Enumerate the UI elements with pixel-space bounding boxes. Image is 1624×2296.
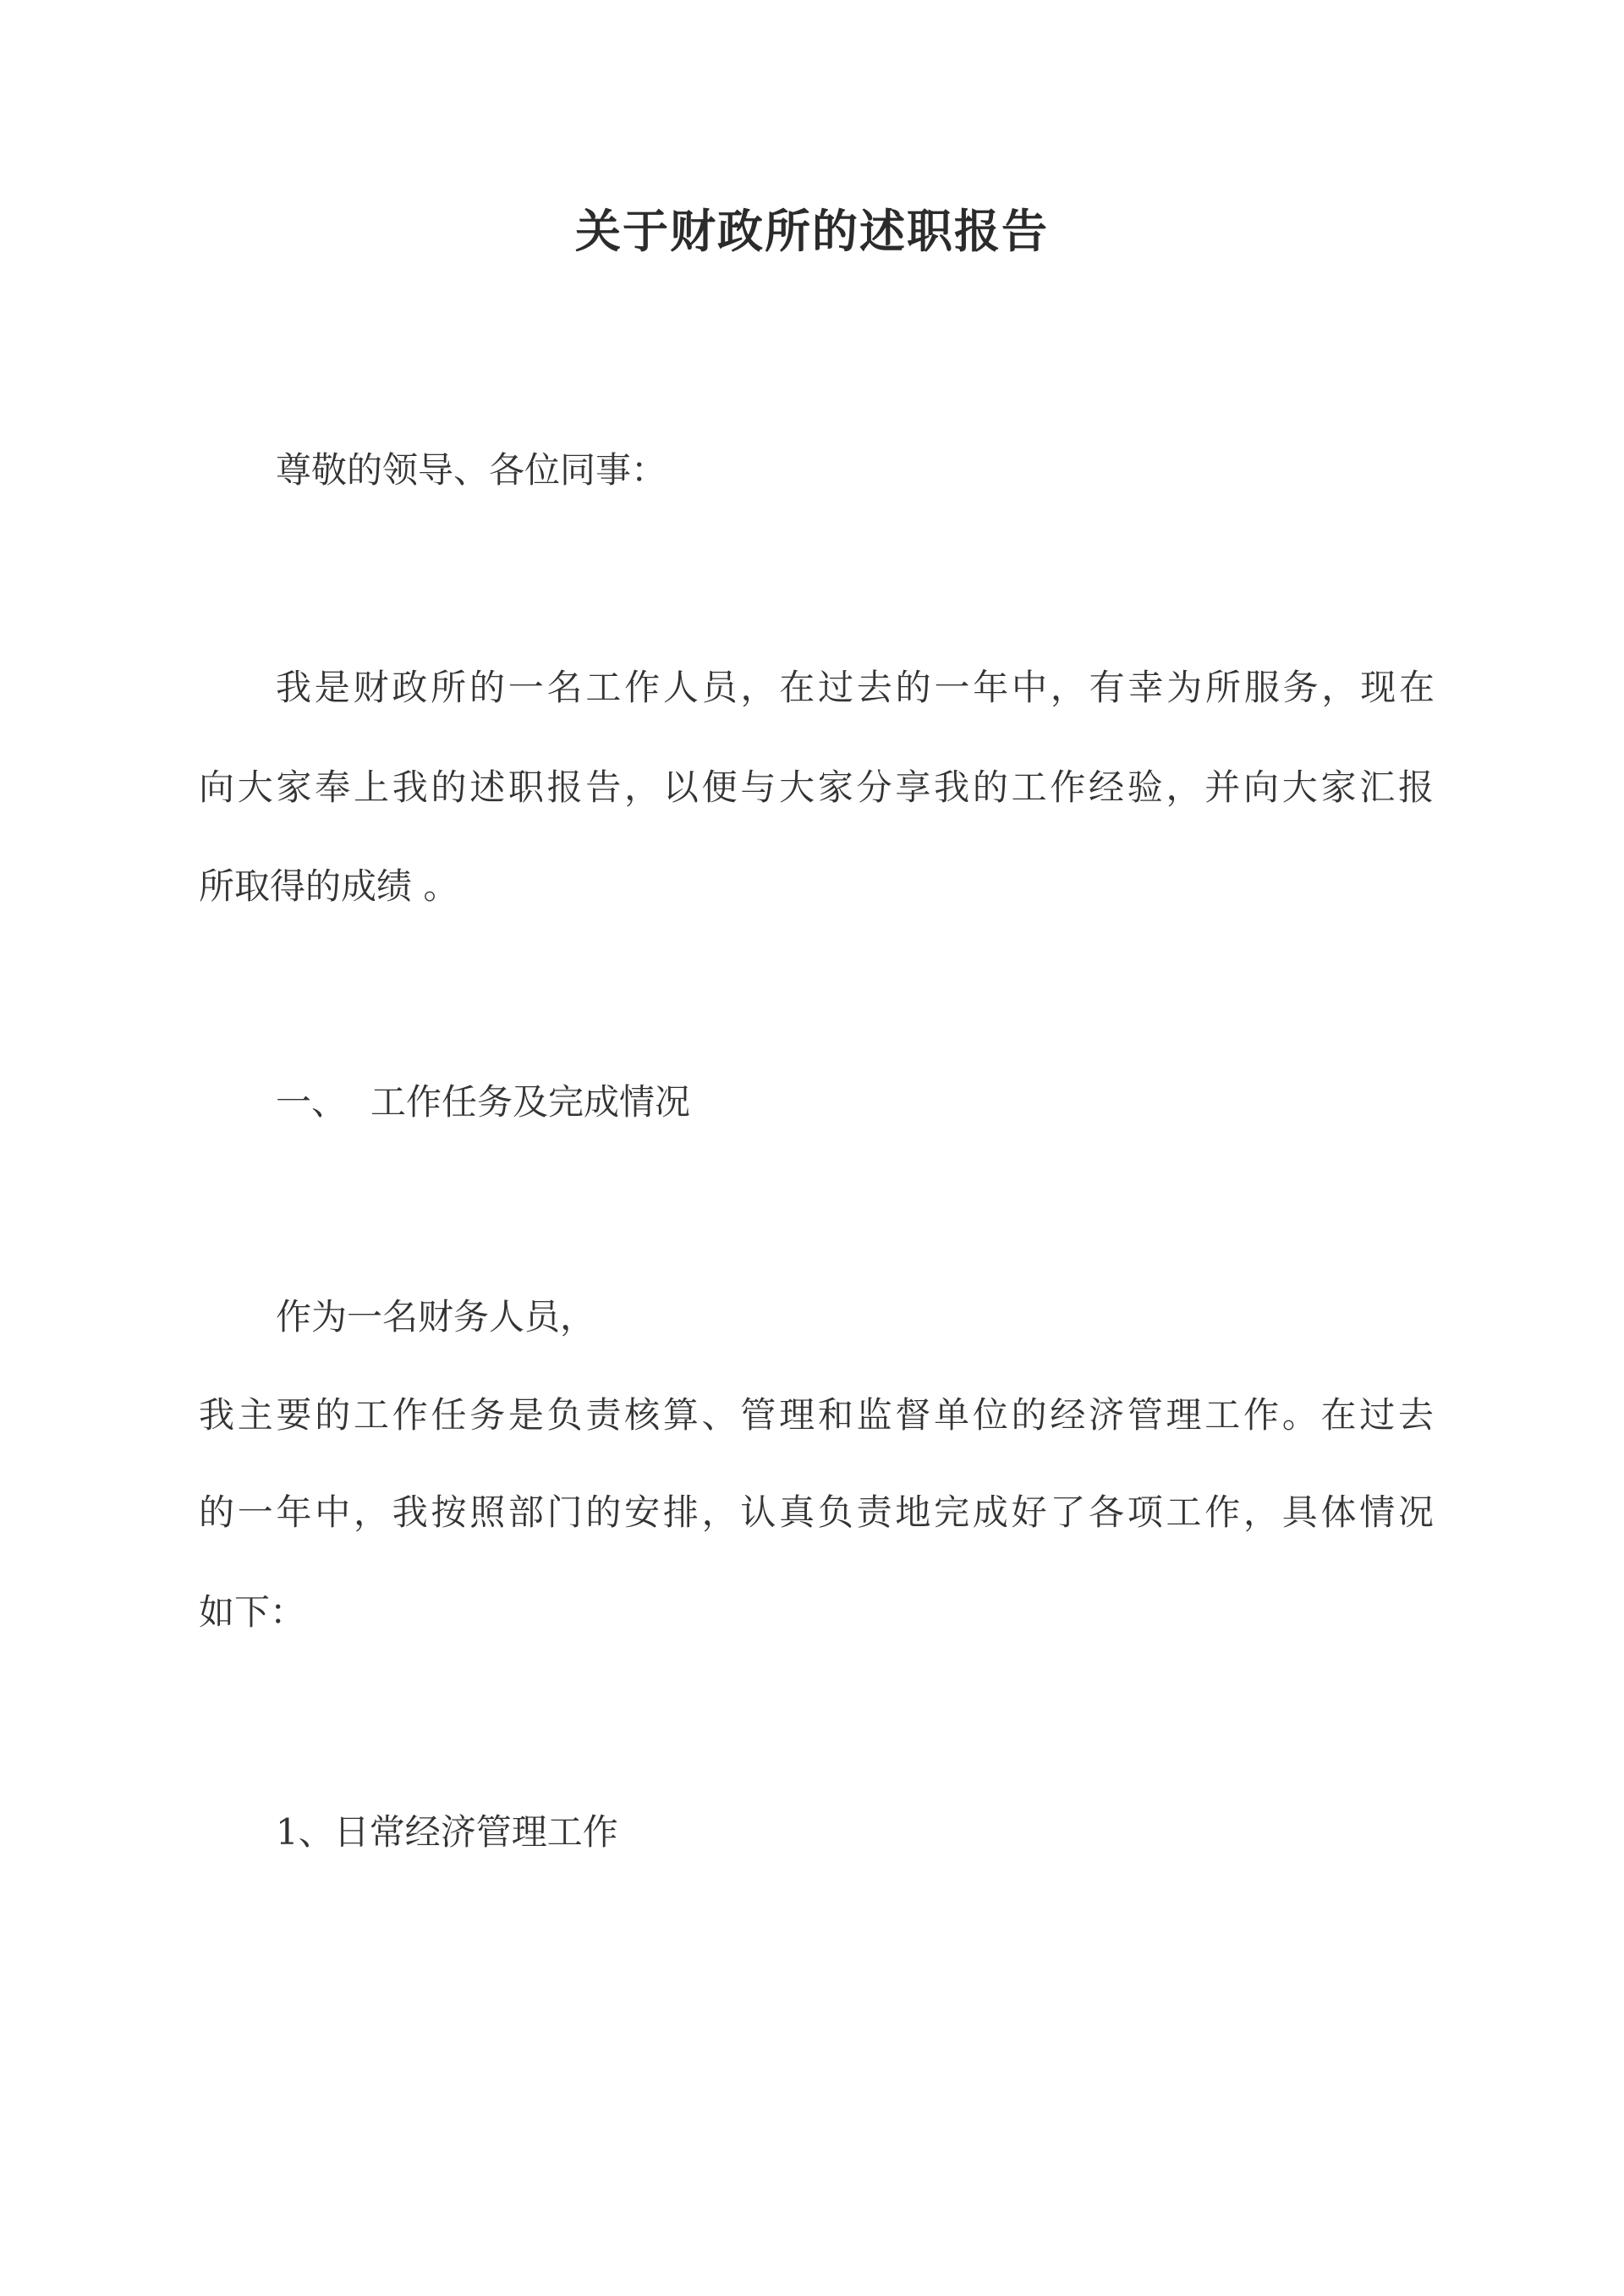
intro-line-3: 所取得的成绩 。 — [199, 865, 459, 907]
role-line: 作为一名财务人员， — [276, 1296, 596, 1338]
section-heading-1 — [276, 1073, 690, 1132]
subsection-heading-1: 1、日常经济管理工作 — [276, 1811, 618, 1853]
section-title: 工作任务及完成情况 — [370, 1081, 691, 1123]
duty-line-3: 如下： — [199, 1591, 306, 1633]
intro-line-2: 向大家奉上我的述职报告，以便与大家分享我的工作经验，并向大家汇报 — [199, 766, 1434, 808]
section-number: 一、 — [276, 1081, 348, 1123]
salutation: 尊敬的领导、各位同事： — [276, 449, 667, 491]
duty-line-1: 我主要的工作任务是负责核算、管理和监督单位的经济管理工作。在过去 — [199, 1394, 1434, 1436]
duty-line-2: 的一年中，我按照部门的安排，认真负责地完成好了各项工作，具体情况 — [199, 1491, 1434, 1533]
intro-line-1: 我是财政所的一名工作人员，在过去的一年中，有幸为所服务，现在 — [276, 667, 1435, 708]
document-title: 关于财政所的述职报告 — [575, 204, 1049, 258]
